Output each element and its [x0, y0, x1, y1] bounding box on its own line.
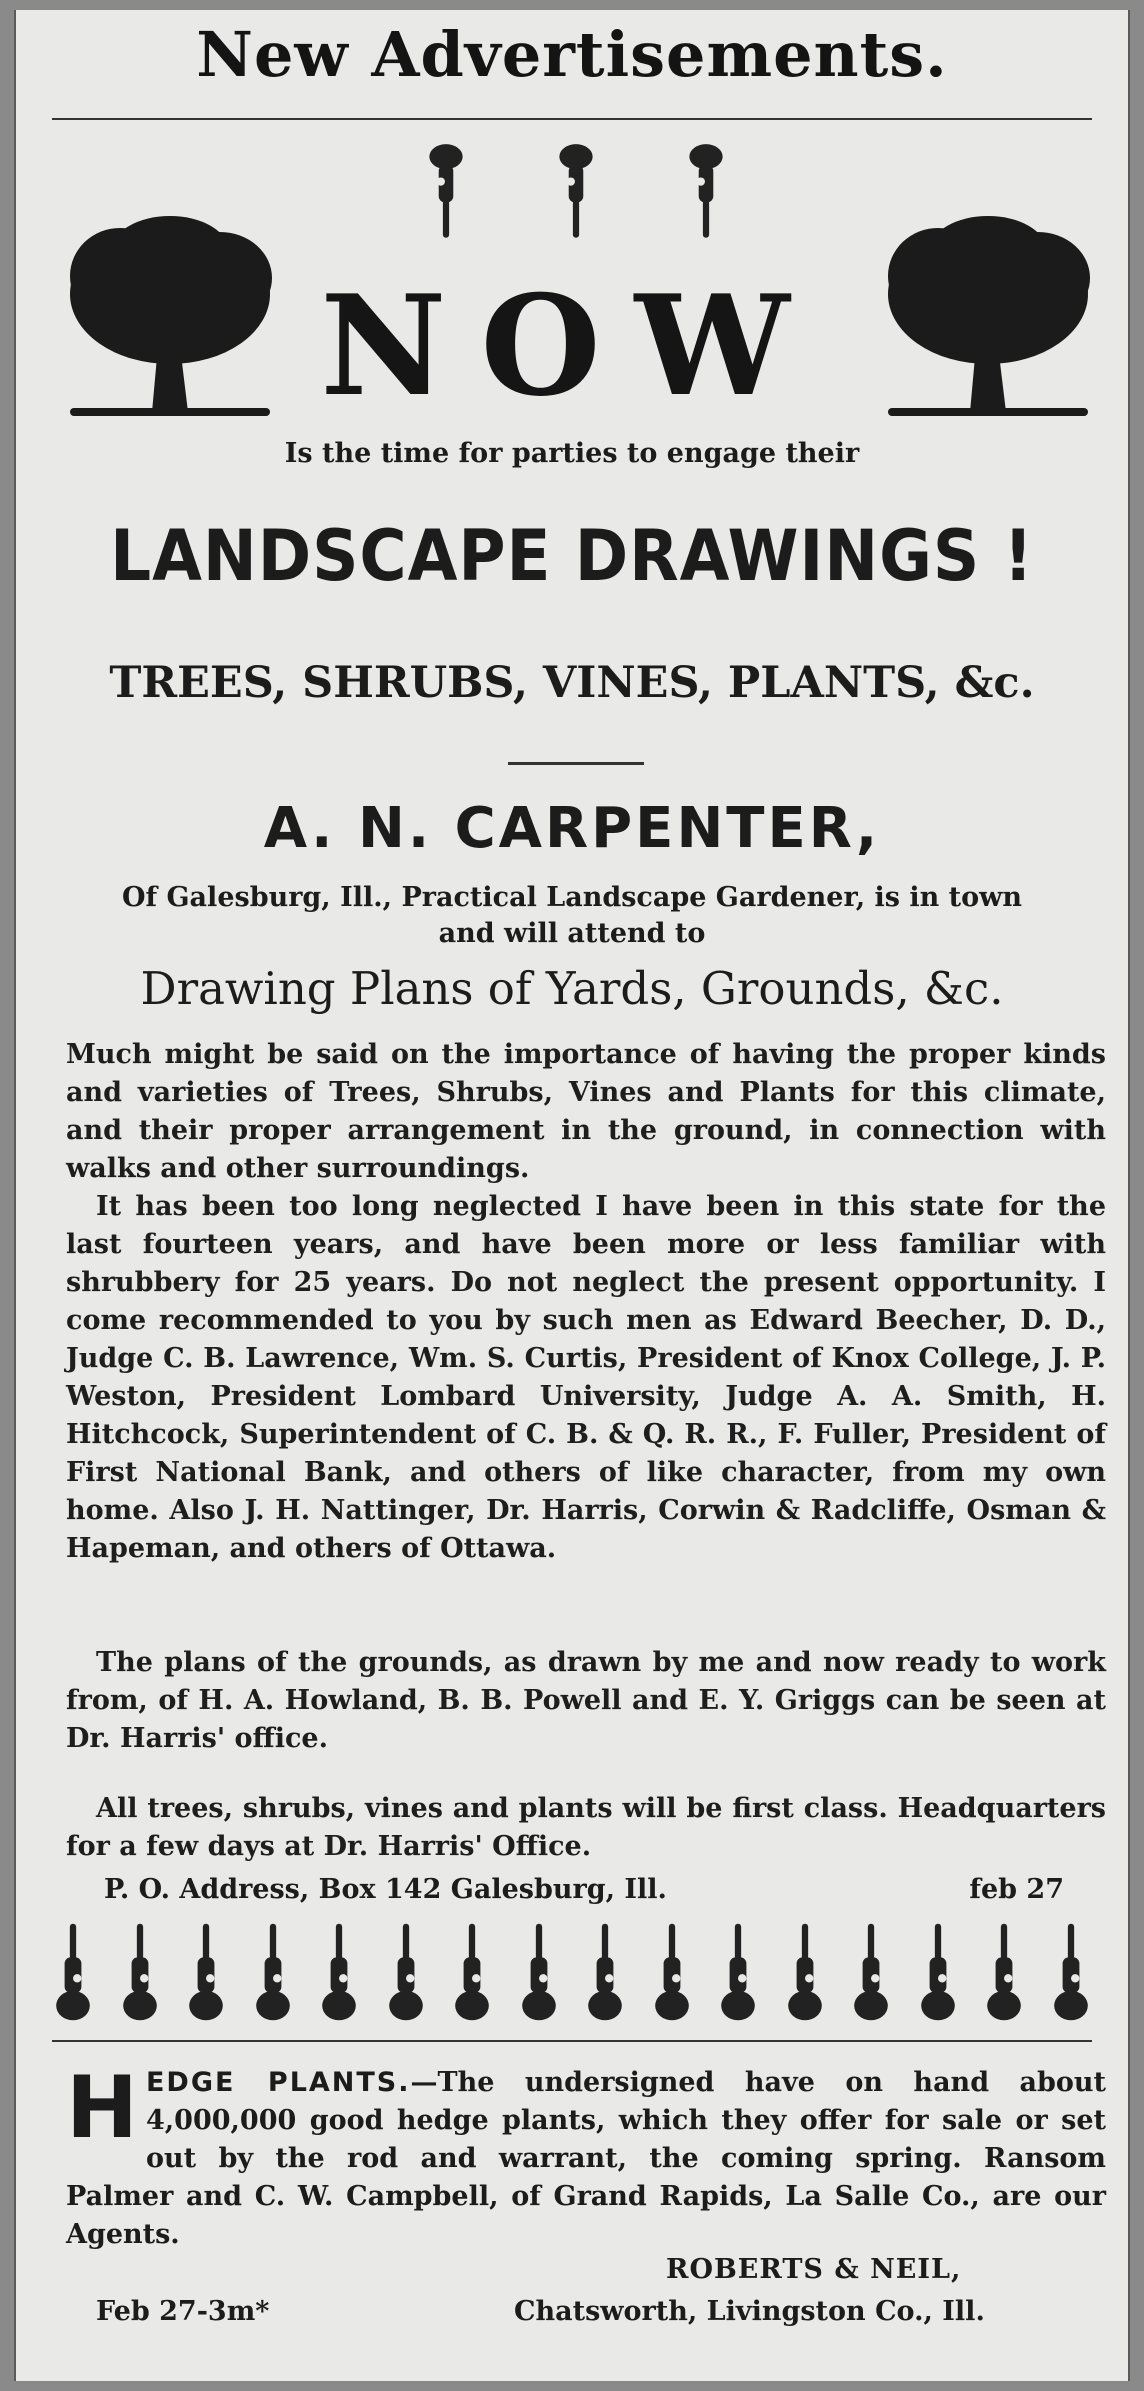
newspaper-page — [14, 10, 1130, 2381]
landscape-headline: LANDSCAPE DRAWINGS ! — [110, 515, 1034, 597]
signature-name: ROBERTS & NEIL, — [666, 2254, 962, 2285]
header-rule — [52, 118, 1092, 120]
drop-cap: H — [66, 2058, 138, 2158]
body-paragraph: The plans of the grounds, as drawn by me and now ready to work from, of H. A. Howland, B. B. Powell and E. Y. Griggs can be seen at Dr. Harris' office. — [66, 1647, 1106, 1754]
ad-divider-rule — [52, 2040, 1092, 2042]
intro-line-1: Of Galesburg, Ill., Practical Landscape Gardener, is in town — [121, 882, 1023, 913]
pointing-hand-icon — [983, 1916, 1025, 2028]
pointing-hand-icon — [385, 1916, 427, 2028]
advertiser-name: A. N. CARPENTER, — [263, 796, 881, 861]
intro-line-2: and will attend to — [438, 918, 706, 949]
pointing-hand-icon — [784, 1916, 826, 2028]
pointing-hand-icon — [917, 1916, 959, 2028]
pointing-hand-icon — [584, 1916, 626, 2028]
ornament-dash — [508, 762, 644, 765]
pointing-hand-icon — [554, 140, 598, 244]
pointing-hand-icon — [318, 1916, 360, 2028]
body-paragraph: All trees, shrubs, vines and plants will be first class. Headquarters for a few days at Dr. Harris' Office. — [66, 1793, 1106, 1862]
pointing-hand-icon — [252, 1916, 294, 2028]
pointing-hand-icon — [52, 1916, 94, 2028]
address-line — [104, 1874, 1064, 1905]
hedge-lead: EDGE PLANTS. — [145, 2067, 411, 2098]
pointing-hand-row — [52, 1916, 1092, 2028]
hedge-body: —The undersigned have on hand about 4,000,000 good hedge plants, which they offer for sale or set out by the rod and warrant, the coming spring. Ransom Palmer and C. W. Campbell, of Grand Rapids, La Salle Co., are our Agents. — [66, 2067, 1107, 2250]
pointing-hand-icon — [1050, 1916, 1092, 2028]
pointing-hand-icon — [451, 1916, 493, 2028]
pointing-hand-icon — [518, 1916, 560, 2028]
subhead: TREES, SHRUBS, VINES, PLANTS, &c. — [109, 658, 1035, 708]
top-pointing-hands — [424, 140, 728, 244]
body-paragraph: It has been too long neglected I have been in this state for the last fourteen years, and have been more or less familiar with shrubbery for 25 years. Do not neglect the present opportunity. I come recommended to you by such men as Edward Beecher, D. D., Judge C. B. Lawrence, Wm. S. Curtis, President of Knox College, J. P. Weston, President Lombard University, Judge A. A. Smith, H. Hitchcock, Superintendent of C. B. & Q. R. R., F. Fuller, President of First National Bank, and others of like character, from my own home. Also J. H. Nattinger, Dr. Harris, Corwin & Radcliffe, Osman & Hapeman, and others of Ottawa. — [66, 1191, 1106, 1564]
pointing-hand-icon — [717, 1916, 759, 2028]
ad-date: feb 27 — [969, 1874, 1064, 1905]
now-headline: NOW — [320, 264, 824, 427]
body-paragraph: Much might be said on the importance of having the proper kinds and varieties of Trees, Shrubs, Vines and Plants for this climate, and their proper arrangement in the ground, in connection with walks and other surroundings. — [66, 1039, 1106, 1184]
pointing-hand-icon — [185, 1916, 227, 2028]
section-header: New Advertisements. — [196, 18, 948, 91]
hedge-plants-ad — [66, 2058, 1107, 2254]
signature-date: Feb 27-3m* — [96, 2296, 270, 2327]
intro-text — [16, 880, 1128, 952]
signature-place: Chatsworth, Livingston Co., Ill. — [514, 2296, 985, 2327]
po-address: P. O. Address, Box 142 Galesburg, Ill. — [104, 1874, 667, 1905]
pointing-hand-icon — [684, 140, 728, 244]
pointing-hand-icon — [651, 1916, 693, 2028]
pointing-hand-icon — [424, 140, 468, 244]
pointing-hand-icon — [850, 1916, 892, 2028]
service-heading: Drawing Plans of Yards, Grounds, &c. — [140, 962, 1004, 1015]
tagline: Is the time for parties to engage their — [284, 438, 860, 469]
pointing-hand-icon — [119, 1916, 161, 2028]
